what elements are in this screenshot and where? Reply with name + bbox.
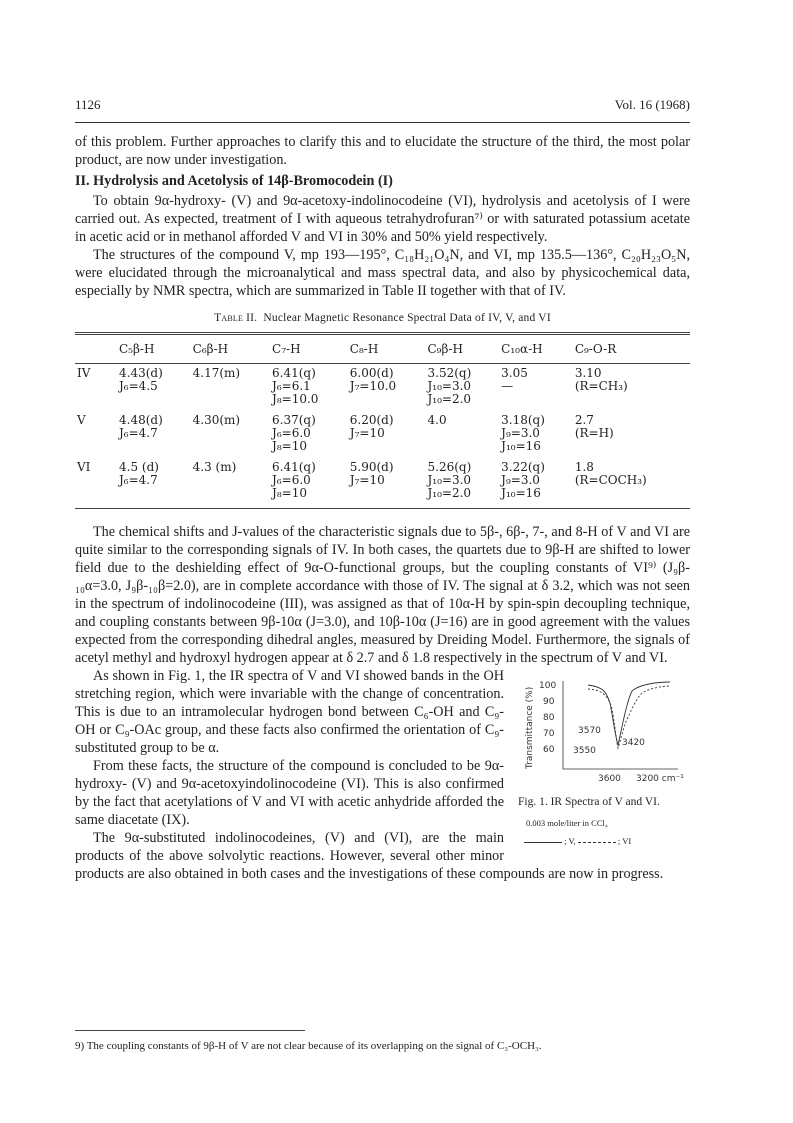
peak-label: 3550 xyxy=(573,746,596,756)
table-cell: 6.41(q) J₆=6.1 J₈=10.0 xyxy=(272,366,319,406)
y-axis-label: Transmittance (%) xyxy=(525,686,535,769)
table-cell: 5.90(d) J₇=10 xyxy=(348,458,426,509)
y-tick-label: 100 xyxy=(539,681,557,691)
table-cell: 4.17(m) xyxy=(192,366,241,380)
header-rule xyxy=(75,122,690,123)
main-text xyxy=(75,133,690,883)
y-ticks xyxy=(539,681,556,755)
table-body xyxy=(75,364,690,509)
page-number: 1126 xyxy=(75,97,101,112)
table-caption xyxy=(75,309,690,327)
nmr-table xyxy=(75,332,690,509)
paragraph: The structures of the compound V, mp 193—195°, C₁₈H₂₁O₄N, and VI, mp 135.5—136°, C₂₀H₂₃O₅N, were elucidated through the microanalytical and mass spectral data, and also by physicochemical data, especially by NMR spectra, which are summarized in Table II together with that of IV. xyxy=(75,247,690,299)
table-cell: 6.37(q) J₆=6.0 J₈=10 xyxy=(272,413,316,453)
table-column-header: C₁₀α-H xyxy=(499,334,573,364)
footnote-rule xyxy=(75,1030,305,1031)
volume-label: Vol. 16 (1968) xyxy=(614,97,690,112)
paragraph: The 9α-substituted indolinocodeines, (V) and (VI), are the main products of the above solvolytic reactions. However, several other minor products are also obtained in both cases and the investigations of these compounds are now in progress. xyxy=(75,830,664,882)
x-ticks xyxy=(598,774,684,784)
table-cell: 4.43(d) J₆=4.5 xyxy=(119,366,163,393)
table-column-header: C₉-O-R xyxy=(573,334,690,364)
table-cell: 4.0 xyxy=(427,413,447,427)
table-label: Table II. xyxy=(214,312,258,324)
y-tick-label: 80 xyxy=(543,713,555,723)
table-row-label: V xyxy=(77,413,86,427)
table-row xyxy=(75,411,690,458)
table-cell: 3.05 — xyxy=(501,366,528,393)
paragraph: To obtain 9α-hydroxy- (V) and 9α-acetoxy-indolinocodeine (VI), hydrolysis and acetolysis of I were carried out. As expected, treatment of I with aqueous tetrahydrofuran⁷⁾ or with saturated potassium acetate in acetic acid or in methanol afforded V and VI in 30% and 50% yield respectively. xyxy=(75,193,690,245)
figure-legend xyxy=(524,832,690,850)
figure-caption: Fig. 1. IR Spectra of V and VI. xyxy=(518,796,660,808)
legend-dashed-line xyxy=(578,842,616,843)
table-column-header: C₈-H xyxy=(348,334,426,364)
y-tick-label: 60 xyxy=(543,745,555,755)
table-cell: 6.41(q) J₆=6.0 J₈=10 xyxy=(270,458,348,509)
table-cell: 3.22(q) J₉=3.0 J₁₀=16 xyxy=(499,458,573,509)
figure-condition: 0.003 mole/liter in CCl₄ xyxy=(526,818,608,828)
legend-solid-line xyxy=(524,842,562,843)
paragraph: The chemical shifts and J-values of the characteristic signals due to 5β-, 6β-, 7-, and 8-H of V and VI are quite similar to the corresponding signals of IV. In both cases, the quartets due to 9β-H are shifted to lower field due to the deshielding effect of 9α-O-functional groups, but the coupling constants of VI⁹⁾ (J₉β-₁₀α=3.0, J₉β-₁₀β=2.0), are in complete accordance with those of IV. The signal at δ 3.2, which was not seen in the spectrum of indolinocodeine (III), was assigned as that of 10α-H by spin-spin decoupling technique, and coupling constants between 9β-10α (J=3.0), and 10β-10α (J=16) are in good agreement with the values expected from the corresponding dihedral angles, measured by Dreiding Model. Furthermore, the signals of acetyl methyl and hydroxyl hydrogen appear at δ 2.7 and δ 1.8 respectively in the spectrum of V and VI. xyxy=(75,524,690,666)
table-cell: 6.00(d) J₇=10.0 xyxy=(349,366,397,393)
table-cell: 5.26(q) J₁₀=3.0 J₁₀=2.0 xyxy=(426,458,500,509)
footnote-area xyxy=(75,1030,690,1053)
table-row xyxy=(75,364,690,412)
paragraph: From these facts, the structure of the compound is concluded to be 9α-hydroxy- (V) and 9α-acetoxyindolinocodeine (VI). This is also confirmed by the fact that acetylations of V and VI with acetic anhydride afforded the same diacetate (IX). xyxy=(75,758,504,828)
peak-label: 3570 xyxy=(578,726,601,736)
table-column-header: C₉β-H xyxy=(426,334,500,364)
table-cell: 3.52(q) J₁₀=3.0 J₁₀=2.0 xyxy=(427,366,472,406)
y-axis-title xyxy=(525,687,535,770)
peak-annotations xyxy=(573,726,645,756)
table-cell: 6.20(d) J₇=10 xyxy=(349,413,394,440)
paragraph: of this problem. Further approaches to clarify this and to elucidate the structure of the third, the most polar product, are now under investigation. xyxy=(75,134,690,168)
table-cell: 4.3 (m) xyxy=(191,458,270,509)
table-cell: 3.18(q) J₉=3.0 J₁₀=16 xyxy=(501,413,545,453)
table-header-row xyxy=(75,334,690,364)
table-cell: 1.8 (R=COCH₃) xyxy=(573,458,690,509)
x-tick-label: 3600 xyxy=(598,774,621,784)
x-tick-label: 3200 cm⁻¹ xyxy=(636,774,684,784)
section-heading: II. Hydrolysis and Acetolysis of 14β-Bromocodein (I) xyxy=(75,173,393,189)
table-column-header: C₅β-H xyxy=(117,334,191,364)
table-cell: 4.48(d) J₆=4.7 xyxy=(119,413,163,440)
table-row xyxy=(75,458,690,509)
legend-v-label: ; V, xyxy=(564,836,576,846)
table-column-header: C₆β-H xyxy=(191,334,270,364)
table-cell: 4.5 (d) J₆=4.7 xyxy=(117,458,191,509)
table-column-header: C₇-H xyxy=(270,334,348,364)
table-cell: 2.7 (R=H) xyxy=(574,413,614,440)
ir-figure xyxy=(518,673,690,850)
footnote: 9) The coupling constants of 9β-H of V are not clear because of its overlapping on the signal of C₃-OCH₃. xyxy=(75,1040,542,1052)
peak-label: 3420 xyxy=(622,738,645,748)
paragraph: As shown in Fig. 1, the IR spectra of V and VI showed bands in the OH stretching region, which were invariable with the change of concentration. This is due to an intramolecular hydrogen bond between C₆-OH and C₉-OH or C₉-OAc group, and these facts also confirmed the orientation of C₉-substituted group to be α. xyxy=(75,668,504,756)
ir-spectrum-chart xyxy=(518,673,690,791)
legend-vi-label: ; VI xyxy=(617,836,632,846)
table-title: Nuclear Magnetic Resonance Spectral Data of IV, V, and VI xyxy=(263,312,551,324)
table-row-label: VI xyxy=(75,458,117,509)
table-row-label: IV xyxy=(77,366,91,380)
table-cell: 3.10 (R=CH₃) xyxy=(574,366,628,393)
y-tick-label: 90 xyxy=(543,697,555,707)
table-cell: 4.30(m) xyxy=(192,413,241,427)
y-tick-label: 70 xyxy=(543,729,555,739)
table-column-header xyxy=(75,334,117,364)
